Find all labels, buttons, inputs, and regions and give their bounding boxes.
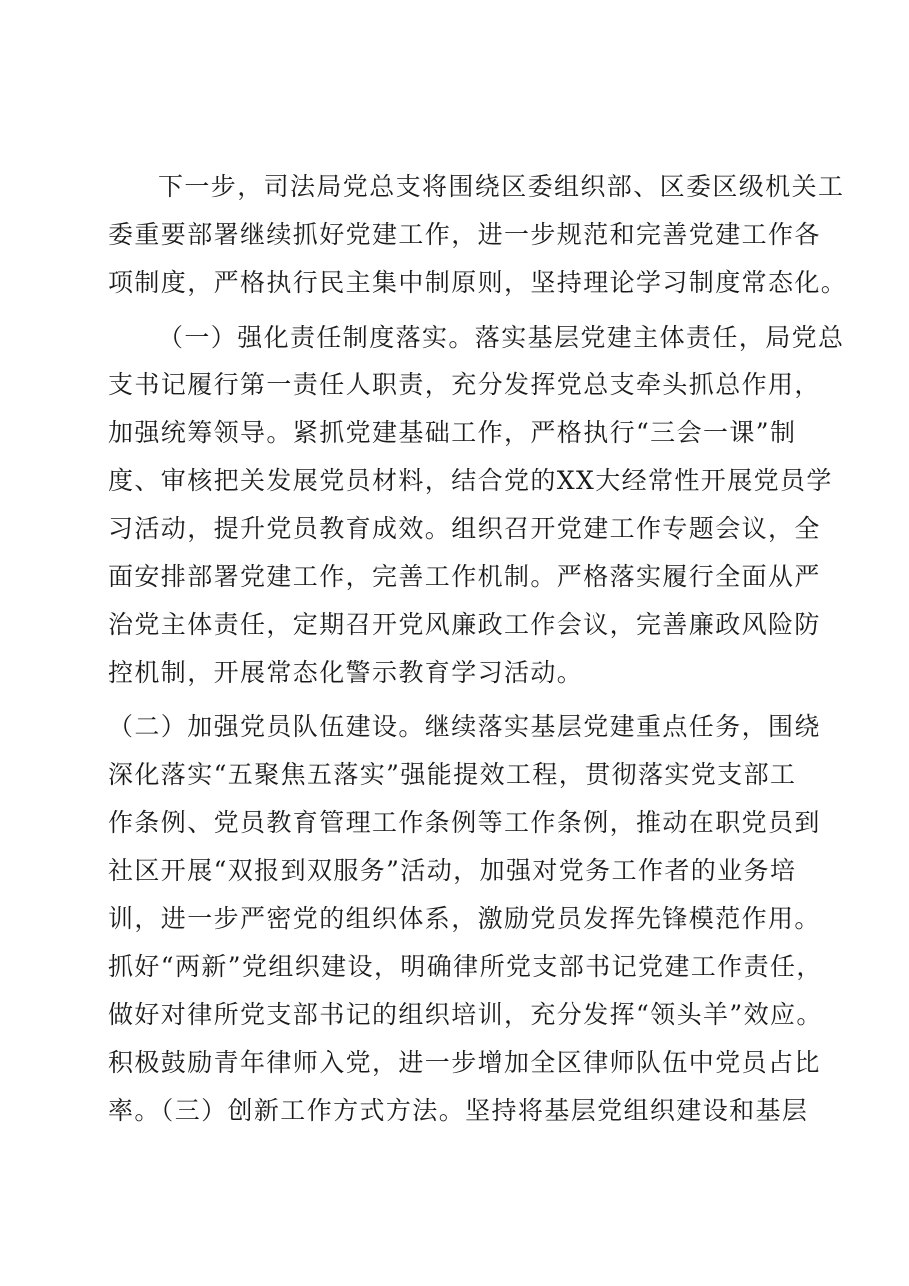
text-line: 抓好“两新”党组织建设，明确律所党支部书记党建工作责任， (108, 952, 823, 981)
text-line: 控机制，开展常态化警示教育学习活动。 (108, 658, 584, 687)
text-line: （二）加强党员队伍建设。继续落实基层党建重点任务，围绕 (108, 712, 821, 741)
text-line: 做好对律所党支部书记的组织培训，充分发挥“领头羊”效应。 (108, 1000, 823, 1029)
text-line: 面安排部署党建工作，完善工作机制。严格落实履行全面从严 (108, 562, 821, 591)
text-line: 度、审核把关发展党员材料，结合党的XX大经常性开展党员学 (108, 466, 833, 495)
text-line: 委重要部署继续抓好党建工作，进一步规范和完善党建工作各 (108, 220, 821, 249)
text-line: （一）强化责任制度落实。落实基层党建主体责任，局党总 (158, 323, 845, 352)
text-line: 深化落实“五聚焦五落实”强能提效工程，贯彻落实党支部工 (108, 760, 797, 789)
text-line: 加强统筹领导。紧抓党建基础工作，严格执行“三会一课”制 (108, 418, 797, 447)
text-line: 习活动，提升党员教育成效。组织召开党建工作专题会议，全 (108, 514, 821, 543)
text-line: 支书记履行第一责任人职责，充分发挥党总支牵头抓总作用， (108, 370, 821, 399)
text-line: 项制度，严格执行民主集中制原则，坚持理论学习制度常态化。 (108, 268, 848, 297)
text-line: 作条例、党员教育管理工作条例等工作条例，推动在职党员到 (108, 808, 821, 837)
text-line: 积极鼓励青年律师入党，进一步增加全区律师队伍中党员占比 (108, 1048, 821, 1077)
text-line: 下一步，司法局党总支将围绕区委组织部、区委区级机关工 (158, 172, 845, 201)
text-line: 训，进一步严密党的组织体系，激励党员发挥先锋模范作用。 (108, 904, 821, 933)
text-line: 治党主体责任，定期召开党风廉政工作会议，完善廉政风险防 (108, 610, 821, 639)
text-line: 率。（三）创新工作方式方法。坚持将基层党组织建设和基层 (108, 1096, 809, 1125)
text-line: 社区开展“双报到双服务”活动，加强对党务工作者的业务培 (108, 856, 797, 885)
